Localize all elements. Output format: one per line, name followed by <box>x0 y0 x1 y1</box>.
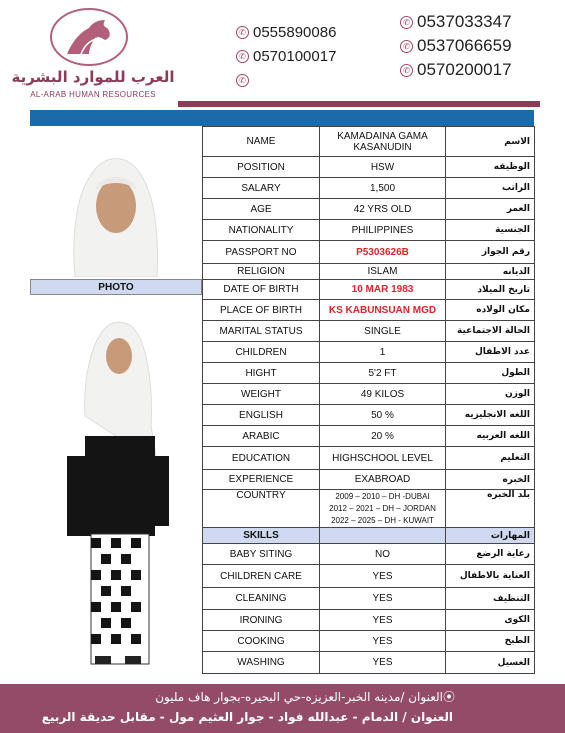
table-row <box>203 199 535 220</box>
phone-icon: ✆ <box>236 50 249 63</box>
row-value: KAMADAINA GAMA KASANUDIN <box>320 127 446 157</box>
row-label-arabic: مكان الولاده <box>446 300 535 321</box>
skill-label: CHILDREN CARE <box>203 565 320 588</box>
phone-entry[interactable] <box>400 10 512 34</box>
phone-number: 0537033347 <box>417 12 512 31</box>
row-value: ISLAM <box>320 264 446 280</box>
skill-row <box>203 652 535 674</box>
skill-label-arabic: التنظيف <box>446 588 535 610</box>
skill-value: YES <box>320 588 446 610</box>
row-label: ENGLISH <box>203 405 320 426</box>
row-value: 20 % <box>320 426 446 447</box>
company-logo <box>8 6 178 98</box>
phone-entry[interactable] <box>236 68 336 92</box>
country-entry: 2012 – 2021 – DH – JORDAN <box>329 503 436 513</box>
table-row <box>203 220 535 241</box>
row-label: CHILDREN <box>203 342 320 363</box>
skills-header-row <box>203 528 535 544</box>
table-row <box>203 178 535 199</box>
skill-row <box>203 544 535 565</box>
full-body-photo <box>55 316 175 668</box>
header <box>0 0 565 100</box>
row-label-arabic: التعليم <box>446 447 535 470</box>
table-row <box>203 342 535 363</box>
skill-label-arabic: الكوى <box>446 610 535 631</box>
phone-entry[interactable] <box>236 44 336 68</box>
skill-label: COOKING <box>203 631 320 652</box>
skill-label-arabic: العناية بالاطفال <box>446 565 535 588</box>
row-label-arabic: الجنسية <box>446 220 535 241</box>
row-label: EDUCATION <box>203 447 320 470</box>
table-row <box>203 157 535 178</box>
row-label: COUNTRY <box>203 490 320 528</box>
portrait-photo <box>35 132 195 277</box>
biodata-table <box>202 126 535 674</box>
row-label-arabic: الراتب <box>446 178 535 199</box>
row-label-arabic: بلد الخبره <box>446 490 535 528</box>
row-label-arabic: اللغه العربيه <box>446 426 535 447</box>
footer-address-line-2: العنوان / الدمام - عبدالله فواد - جوار العثيم مول - مقابل حديقة الربيع <box>41 710 453 724</box>
row-label-arabic: تاريخ الميلاد <box>446 280 535 300</box>
row-value: 49 KILOS <box>320 384 446 405</box>
skill-value: YES <box>320 565 446 588</box>
row-label-arabic: الوزن <box>446 384 535 405</box>
row-label: WEIGHT <box>203 384 320 405</box>
phone-entry[interactable] <box>400 34 512 58</box>
row-value: KS KABUNSUAN MGD <box>320 300 446 321</box>
row-value: 1,500 <box>320 178 446 199</box>
skill-label-arabic: رعاية الرضع <box>446 544 535 565</box>
horse-logo-icon <box>50 8 128 66</box>
skill-value: YES <box>320 652 446 674</box>
skill-row <box>203 631 535 652</box>
phone-icon: ✆ <box>400 16 413 29</box>
location-icon: ⦿ <box>442 690 455 704</box>
row-value: 42 YRS OLD <box>320 199 446 220</box>
table-row <box>203 490 535 528</box>
phone-entry[interactable] <box>400 58 512 82</box>
row-value: PHILIPPINES <box>320 220 446 241</box>
row-label: NATIONALITY <box>203 220 320 241</box>
row-value-list <box>320 490 446 528</box>
skill-label: WASHING <box>203 652 320 674</box>
row-value: HIGHSCHOOL LEVEL <box>320 447 446 470</box>
skill-row <box>203 610 535 631</box>
row-value: P5303626B <box>320 241 446 264</box>
skill-row <box>203 565 535 588</box>
skill-row <box>203 588 535 610</box>
country-entry: 2009 – 2010 – DH -DUBAI <box>335 491 430 501</box>
row-label: NAME <box>203 127 320 157</box>
phone-icon: ✆ <box>236 26 249 39</box>
footer-address-text: العنوان /مدينه الخبر-العزيزه-حي البحيره-بجوار هاف مليون <box>155 690 443 704</box>
skill-value: NO <box>320 544 446 565</box>
row-label: AGE <box>203 199 320 220</box>
row-value: HSW <box>320 157 446 178</box>
skill-label: BABY SITING <box>203 544 320 565</box>
row-label-arabic: اللغه الانجليزيه <box>446 405 535 426</box>
table-row <box>203 363 535 384</box>
phone-icon: ✆ <box>236 74 249 87</box>
row-label-arabic: عدد الاطفال <box>446 342 535 363</box>
row-value: SINGLE <box>320 321 446 342</box>
table-row <box>203 264 535 280</box>
table-row <box>203 241 535 264</box>
phone-list-middle <box>236 20 336 92</box>
skills-header-value <box>320 528 446 544</box>
row-label: RELIGION <box>203 264 320 280</box>
table-top-strip <box>30 110 534 126</box>
row-label-arabic: رقم الجواز <box>446 241 535 264</box>
table-row <box>203 405 535 426</box>
row-value: 10 MAR 1983 <box>320 280 446 300</box>
phone-number: 0570100017 <box>253 47 337 65</box>
row-label: PLACE OF BIRTH <box>203 300 320 321</box>
table-row <box>203 426 535 447</box>
skills-header-arabic: المهارات <box>446 528 535 544</box>
table-row <box>203 384 535 405</box>
logo-english-text: AL-ARAB HUMAN RESOURCES <box>30 90 156 99</box>
footer-address-line-1 <box>155 688 455 705</box>
row-label: ARABIC <box>203 426 320 447</box>
skill-label: IRONING <box>203 610 320 631</box>
row-value: 1 <box>320 342 446 363</box>
table-row <box>203 321 535 342</box>
header-divider <box>178 101 540 107</box>
row-label-arabic: العمر <box>446 199 535 220</box>
row-value: EXABROAD <box>320 470 446 490</box>
footer <box>0 684 565 733</box>
phone-list-right <box>400 10 512 82</box>
table-row <box>203 447 535 470</box>
row-label: MARITAL STATUS <box>203 321 320 342</box>
row-value: 5'2 FT <box>320 363 446 384</box>
phone-number: 0570200017 <box>417 60 512 79</box>
row-label: POSITION <box>203 157 320 178</box>
country-entry: 2022 – 2025 – DH - KUWAIT <box>331 515 434 525</box>
table-row <box>203 127 535 157</box>
phone-icon: ✆ <box>400 64 413 77</box>
row-label-arabic: الاسم <box>446 127 535 157</box>
row-label: DATE OF BIRTH <box>203 280 320 300</box>
row-label: SALARY <box>203 178 320 199</box>
photo-label: PHOTO <box>30 279 202 295</box>
row-label-arabic: الوظيفه <box>446 157 535 178</box>
skill-value: YES <box>320 610 446 631</box>
skill-label-arabic: الطبخ <box>446 631 535 652</box>
skill-value: YES <box>320 631 446 652</box>
row-label-arabic: الخبره <box>446 470 535 490</box>
row-label-arabic: الحالة الاجتماعية <box>446 321 535 342</box>
table-row <box>203 280 535 300</box>
skill-label: CLEANING <box>203 588 320 610</box>
phone-entry[interactable] <box>236 20 336 44</box>
table-row <box>203 470 535 490</box>
row-label: PASSPORT NO <box>203 241 320 264</box>
row-label: EXPERIENCE <box>203 470 320 490</box>
phone-icon: ✆ <box>400 40 413 53</box>
row-label: HIGHT <box>203 363 320 384</box>
table-row <box>203 300 535 321</box>
skill-label-arabic: الغسيل <box>446 652 535 674</box>
skills-header-label: SKILLS <box>203 528 320 544</box>
row-value: 50 % <box>320 405 446 426</box>
row-label-arabic: الطول <box>446 363 535 384</box>
phone-number: 0555890086 <box>253 23 337 41</box>
row-label-arabic: الديانه <box>446 264 535 280</box>
phone-number: 0537066659 <box>417 36 512 55</box>
logo-arabic-text: العرب للموارد البشرية <box>11 68 175 86</box>
